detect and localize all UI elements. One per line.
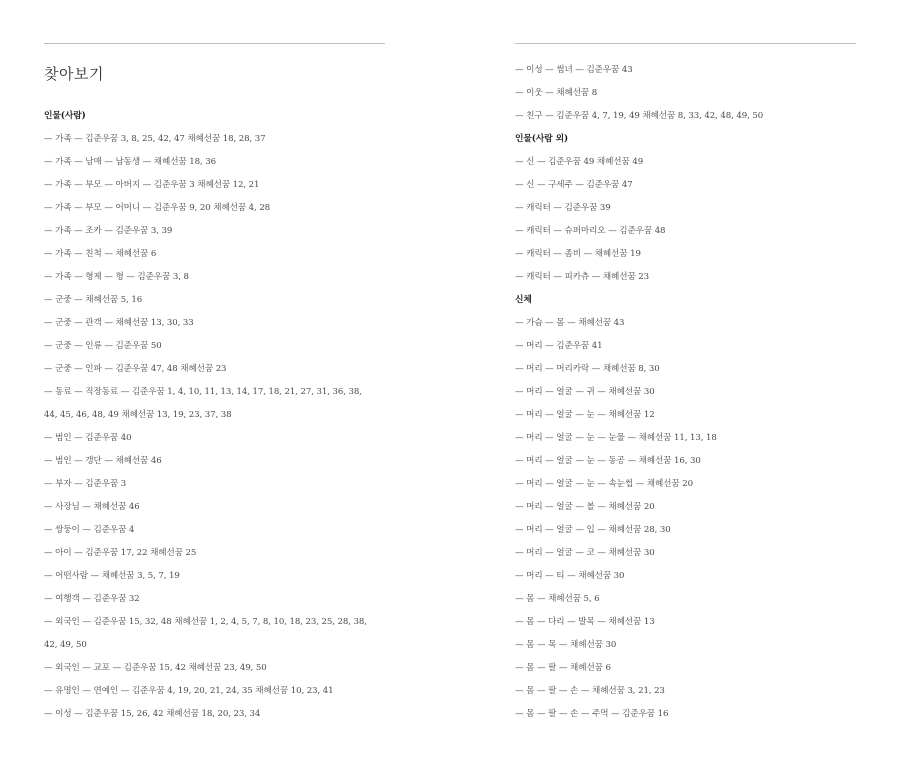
index-column-left <box>44 106 389 727</box>
index-entry: — 몸 — 채혜선꿈 5, 6 <box>515 594 600 604</box>
index-entry: — 몸 — 목 — 채혜선꿈 30 <box>515 640 617 650</box>
index-entry: — 군중 — 채혜선꿈 5, 16 <box>44 295 143 305</box>
index-entry: — 외국인 — 교포 — 김준우꿈 15, 42 채혜선꿈 23, 49, 50 <box>44 663 267 673</box>
index-entry: — 머리 — 얼굴 — 코 — 채혜선꿈 30 <box>515 548 655 558</box>
index-entry: — 범인 — 갱단 — 채혜선꿈 46 <box>44 456 162 466</box>
index-entry: — 어떤사람 — 채혜선꿈 3, 5, 7, 19 <box>44 571 180 581</box>
page-title: 찾아보기 <box>44 65 104 83</box>
index-entry: — 가족 — 조카 — 김준우꿈 3, 39 <box>44 226 173 236</box>
index-entry: — 이성 — 썸녀 — 김준우꿈 43 <box>515 65 633 75</box>
index-entry: — 몸 — 팔 — 손 — 주먹 — 김준우꿈 16 <box>515 709 669 719</box>
index-entry: — 범인 — 김준우꿈 40 <box>44 433 132 443</box>
index-entry: — 가족 — 형제 — 형 — 김준우꿈 3, 8 <box>44 272 189 282</box>
index-entry: — 캐릭터 — 좀비 — 채혜선꿈 19 <box>515 249 641 259</box>
index-entry: — 부자 — 김준우꿈 3 <box>44 479 127 489</box>
index-entry: — 여행객 — 김준우꿈 32 <box>44 594 140 604</box>
index-entry: — 캐릭터 — 김준우꿈 39 <box>515 203 611 213</box>
index-section-heading: 인물(사람) <box>44 111 86 121</box>
index-entry: — 군중 — 인류 — 김준우꿈 50 <box>44 341 162 351</box>
index-entry: — 머리 — 얼굴 — 입 — 채혜선꿈 28, 30 <box>515 525 671 535</box>
index-entry: — 유명인 — 연예인 — 김준우꿈 4, 19, 20, 21, 24, 35 채혜선꿈 10, 23, 41 <box>44 686 334 696</box>
index-entry: — 머리 — 얼굴 — 눈 — 동공 — 채혜선꿈 16, 30 <box>515 456 701 466</box>
index-entry: — 신 — 구세주 — 김준우꿈 47 <box>515 180 633 190</box>
index-entry: — 몸 — 팔 — 손 — 채혜선꿈 3, 21, 23 <box>515 686 665 696</box>
index-entry: — 캐릭터 — 슈퍼마리오 — 김준우꿈 48 <box>515 226 666 236</box>
index-entry: — 가족 — 부모 — 아버지 — 김준우꿈 3 채혜선꿈 12, 21 <box>44 180 260 190</box>
index-entry: — 머리 — 얼굴 — 귀 — 채혜선꿈 30 <box>515 387 655 397</box>
index-entry: — 몸 — 다리 — 발목 — 채혜선꿈 13 <box>515 617 655 627</box>
index-entry: — 쌍둥이 — 김준우꿈 4 <box>44 525 135 535</box>
index-entry: — 가족 — 남매 — 남동생 — 채혜선꿈 18, 36 <box>44 157 216 167</box>
index-entry: 44, 45, 46, 48, 49 채혜선꿈 13, 19, 23, 37, 38 <box>44 410 232 420</box>
index-entry: 42, 49, 50 <box>44 640 87 650</box>
index-entry: — 신 — 김준우꿈 49 채혜선꿈 49 <box>515 157 644 167</box>
index-entry: — 군중 — 인파 — 김준우꿈 47, 48 채혜선꿈 23 <box>44 364 227 374</box>
index-entry: — 머리 — 얼굴 — 볼 — 채혜선꿈 20 <box>515 502 655 512</box>
index-section-heading: 신체 <box>515 295 532 305</box>
index-entry: — 머리 — 티 — 채혜선꿈 30 <box>515 571 625 581</box>
index-entry: — 동료 — 직장동료 — 김준우꿈 1, 4, 10, 11, 13, 14, 17, 18, 21, 27, 31, 36, 38, <box>44 387 362 397</box>
index-entry: — 이성 — 김준우꿈 15, 26, 42 채혜선꿈 18, 20, 23, 34 <box>44 709 261 719</box>
index-entry: — 가족 — 김준우꿈 3, 8, 25, 42, 47 채혜선꿈 18, 28, 37 <box>44 134 266 144</box>
index-entry: — 아이 — 김준우꿈 17, 22 채혜선꿈 25 <box>44 548 197 558</box>
index-entry: — 캐릭터 — 피카츄 — 채혜선꿈 23 <box>515 272 650 282</box>
index-entry: — 머리 — 얼굴 — 눈 — 속눈썹 — 채혜선꿈 20 <box>515 479 693 489</box>
index-entry: — 사장님 — 채혜선꿈 46 <box>44 502 140 512</box>
index-entry: — 군중 — 관객 — 채혜선꿈 13, 30, 33 <box>44 318 194 328</box>
index-entry: — 친구 — 김준우꿈 4, 7, 19, 49 채혜선꿈 8, 33, 42, 48, 49, 50 <box>515 111 764 121</box>
index-entry: — 몸 — 팔 — 채혜선꿈 6 <box>515 663 611 673</box>
index-entry: — 가슴 — 몸 — 채혜선꿈 43 <box>515 318 625 328</box>
index-entry: — 머리 — 머리카락 — 채혜선꿈 8, 30 <box>515 364 660 374</box>
index-column-right <box>515 60 860 727</box>
top-rule-right <box>515 43 856 44</box>
index-entry: — 외국인 — 김준우꿈 15, 32, 48 채혜선꿈 1, 2, 4, 5, 7, 8, 10, 18, 23, 25, 28, 38, <box>44 617 367 627</box>
index-entry: — 가족 — 부모 — 어머니 — 김준우꿈 9, 20 채혜선꿈 4, 28 <box>44 203 271 213</box>
index-entry: — 머리 — 김준우꿈 41 <box>515 341 603 351</box>
index-section-heading: 인물(사람 외) <box>515 134 569 144</box>
top-rule-left <box>44 43 385 44</box>
index-entry: — 이웃 — 채혜선꿈 8 <box>515 88 598 98</box>
index-entry: — 가족 — 친척 — 채혜선꿈 6 <box>44 249 157 259</box>
index-entry: — 머리 — 얼굴 — 눈 — 눈물 — 채혜선꿈 11, 13, 18 <box>515 433 717 443</box>
index-entry: — 머리 — 얼굴 — 눈 — 채혜선꿈 12 <box>515 410 655 420</box>
